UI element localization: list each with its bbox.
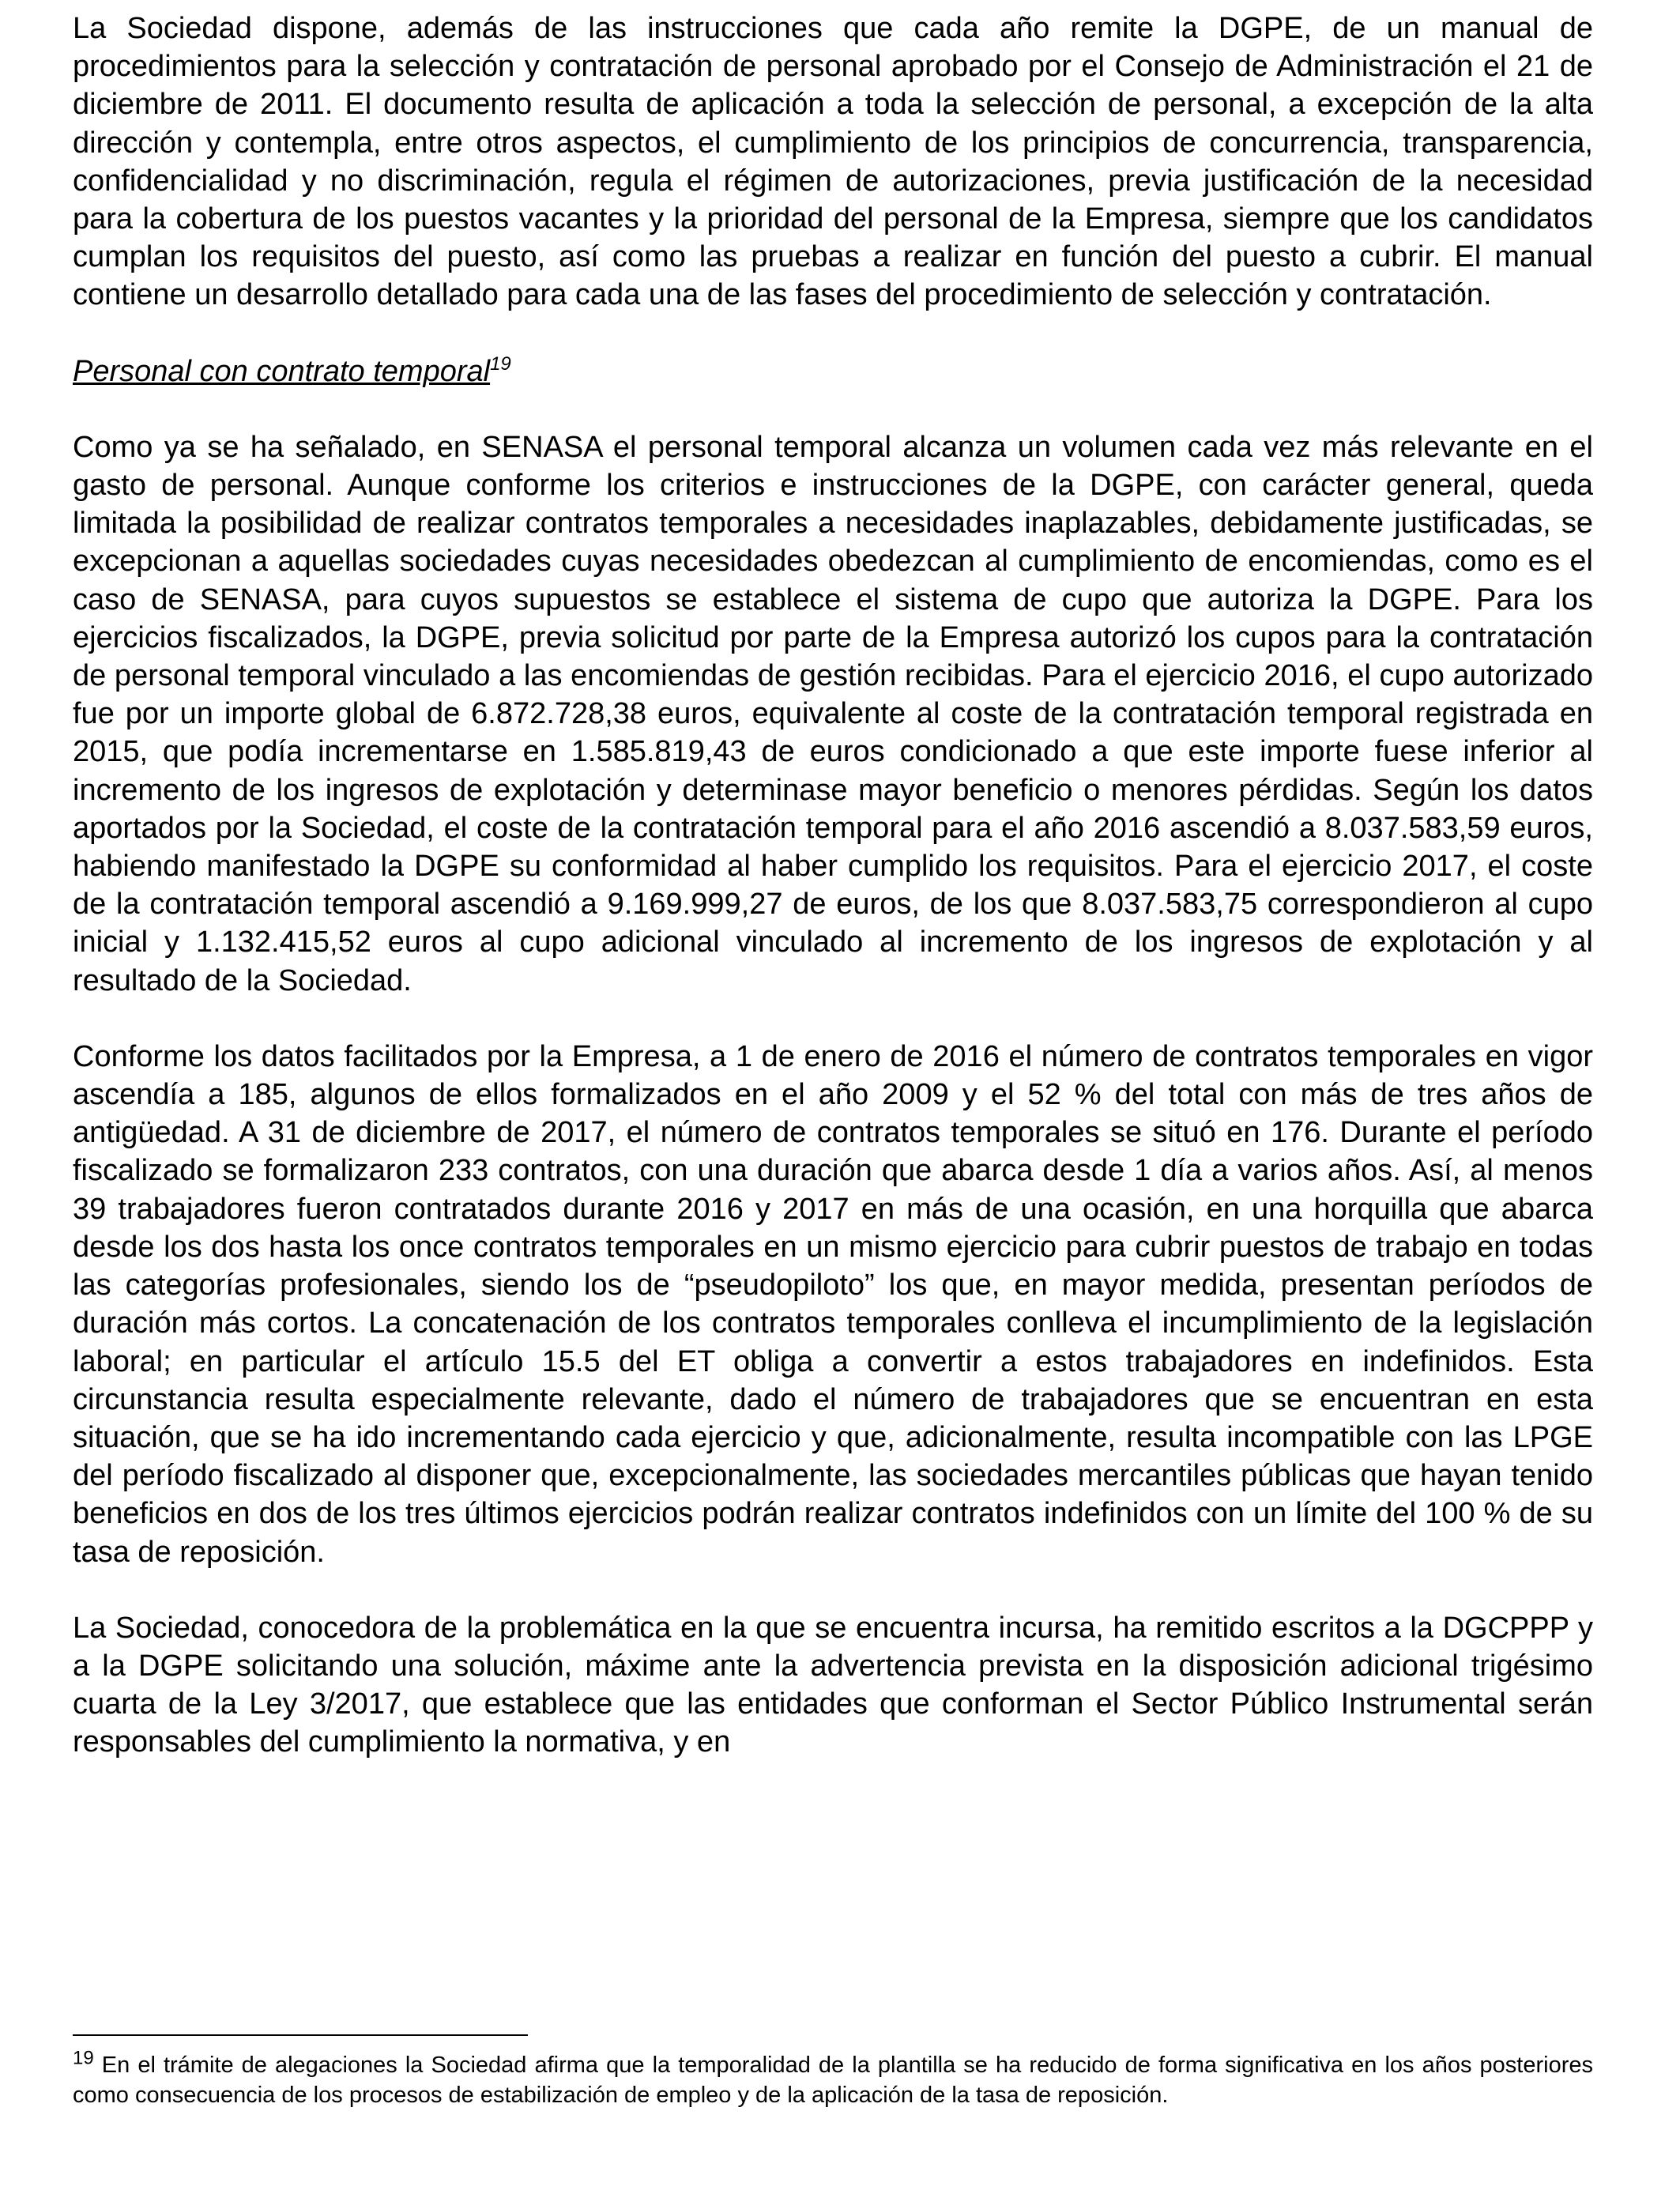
footnote [73,2047,1593,2110]
paragraph-contratos-temporales: Conforme los datos facilitados por la Empresa, a 1 de enero de 2016 el número de contratos temporales en vigor ascendía a 185, algunos de ellos formalizados en el año 2009 y el 52 % del total con más de tres años de antigüedad. A 31 de diciembre de 2017, el número de contratos temporales se situó en 176. Durante el período fiscalizado se formalizaron 233 contratos, con una duración que abarca desde 1 día a varios años. Así, al menos 39 trabajadores fueron contratados durante 2016 y 2017 en más de una ocasión, en una horquilla que abarca desde los dos hasta los once contratos temporales en un mismo ejercicio para cubrir puestos de trabajo en todas las categorías profesionales, siendo los de “pseudopiloto” los que, en mayor medida, presentan períodos de duración más cortos. La concatenación de los contratos temporales conlleva el incumplimiento de la legislación laboral; en particular el artículo 15.5 del ET obliga a convertir a estos trabajadores en indefinidos. Esta circunstancia resulta especialmente relevante, dado el número de trabajadores que se encuentran en esta situación, que se ha ido incrementando cada ejercicio y que, adicionalmente, resulta incompatible con las LPGE del período fiscalizado al disponer que, excepcionalmente, las sociedades mercantiles públicas que hayan tenido beneficios en dos de los tres últimos ejercicios podrán realizar contratos indefinidos con un límite del 100 % de su tasa de reposición. [73,1039,1593,1569]
document-body [73,9,1593,1762]
section-heading: Personal con contrato temporal$^{19}$ [73,352,511,388]
paragraph-personal-temporal: Como ya se ha señalado, en SENASA el personal temporal alcanza un volumen cada vez más relevante en el gasto de personal. Aunque conforme los criterios e instrucciones de la DGPE, con carácter general, queda limitada la posibilidad de realizar contratos temporales a necesidades inaplazables, debidamente justificadas, se excepcionan a aquellas sociedades cuyas necesidades obedezcan al cumplimiento de encomiendas, como es el caso de SENASA, para cuyos supuestos se establece el sistema de cupo que autoriza la DGPE. Para los ejercicios fiscalizados, la DGPE, previa solicitud por parte de la Empresa autorizó los cupos para la contratación de personal temporal vinculado a las encomiendas de gestión recibidas. Para el ejercicio 2016, el cupo autorizado fue por un importe global de 6.872.728,38 euros, equivalente al coste de la contratación temporal registrada en 2015, que podía incrementarse en 1.585.819,43 de euros condicionado a que este importe fuese inferior al incremento de los ingresos de explotación y determinase mayor beneficio o menores pérdidas. Según los datos aportados por la Sociedad, el coste de la contratación temporal para el año 2016 ascendió a 8.037.583,59 euros, habiendo manifestado la DGPE su conformidad al haber cumplido los requisitos. Para el ejercicio 2017, el coste de la contratación temporal ascendió a 9.169.999,27 de euros, de los que 8.037.583,75 correspondieron al cupo inicial y 1.132.415,52 euros al cupo adicional vinculado al incremento de los ingresos de explotación y al resultado de la Sociedad. [73,430,1593,997]
footnote-number: 19 [73,2047,94,2069]
footnote-divider [73,2034,528,2036]
paragraph-manual-procedimientos: La Sociedad dispone, además de las instrucciones que cada año remite la DGPE, de un manual de procedimientos para la selección y contratación de personal aprobado por el Consejo de Administración el 21 de diciembre de 2011. El documento resulta de aplicación a toda la selección de personal, a excepción de la alta dirección y contempla, entre otros aspectos, el cumplimiento de los principios de concurrencia, transparencia, confidencialidad y no discriminación, regula el régimen de autorizaciones, previa justificación de la necesidad para la cobertura de los puestos vacantes y la prioridad del personal de la Empresa, siempre que los candidatos cumplan los requisitos del puesto, así como las pruebas a realizar en función del puesto a cubrir. El manual contiene un desarrollo detallado para cada una de las fases del procedimiento de selección y contratación. [73,12,1593,312]
footnote-text: En el trámite de alegaciones la Sociedad afirma que la temporalidad de la plantilla se ha reducido de forma significativa en los años posteriores como consecuencia de los procesos de estabilización de empleo y de la aplicación de la tasa de reposición. [73,2053,1593,2108]
section-heading-text: Personal con contrato temporal [73,354,491,388]
paragraph-problematica: La Sociedad, conocedora de la problemática en la que se encuentra incursa, ha remitido escritos a la DGCPPP y a la DGPE solicitando una solución, máxime ante la advertencia prevista en la disposición adicional trigésimo cuarta de la Ley 3/2017, que establece que las entidades que conforman el Sector Público Instrumental serán responsables del cumplimiento la normativa, y en [73,1611,1593,1759]
